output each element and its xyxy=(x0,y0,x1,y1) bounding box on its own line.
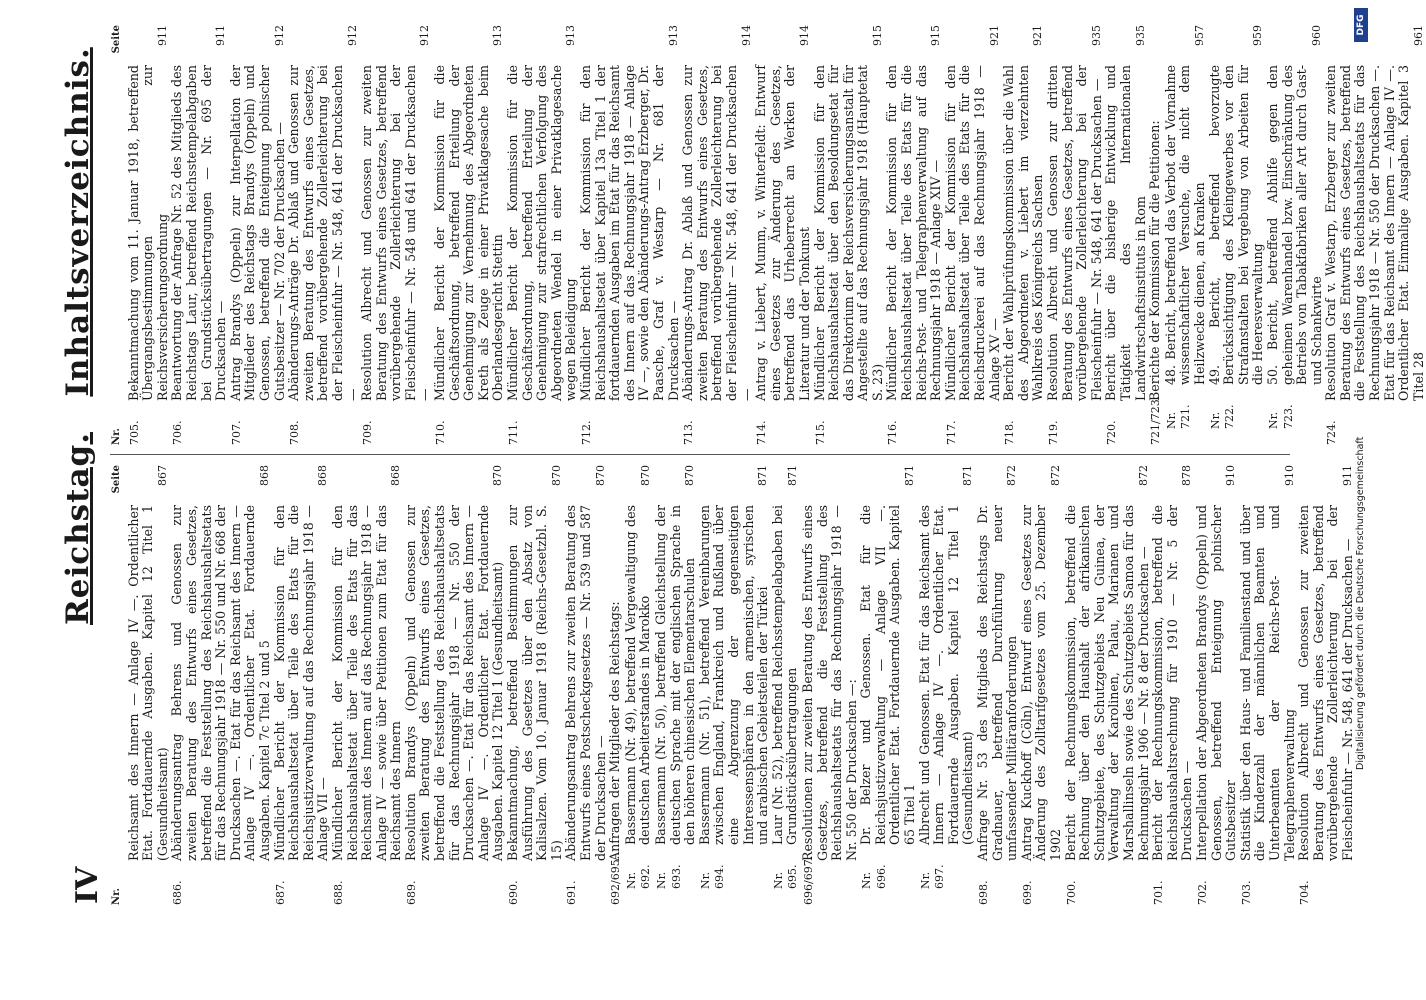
page-number: IV xyxy=(70,866,105,904)
entry-number: Nr. 692. xyxy=(624,864,653,889)
left-column xyxy=(110,465,1355,905)
index-entry xyxy=(1148,25,1164,445)
entry-text: 50. Bericht, betreffend Abhilfe gegen den geheimen Warenhandel bzw. Einschränkung des Betriebs von Tabakfabriken aller Art durch Gast- und Schankwirte xyxy=(1264,65,1324,385)
entry-text: Mündlicher Bericht der Kommission für den Reichshaushaltsetat über Teile des Etats für das Reichsamt des Innern auf das Rechnungsjahr 1918 — Anlage IV — sowie über Petitionen zum Etat für das Reichsamt des Innern xyxy=(329,505,404,861)
entry-text: Antrag Brandys (Oppeln) zur Interpellation der Mitglieder des Reichstags Brandys (Oppeln) und Genossen, betreffend die Enteignung polnischer Gutsbesitzer — Nr. 702 der Drucksachen — xyxy=(227,65,287,401)
entry-text: Resolution Brandys (Oppeln) und Genossen zur zweiten Beratung des Entwurfs eines Gesetzes, betreffend die Feststellung des Reichshaushaltsetats für das Rechnungsjahr 1918 — Nr. 550 der Drucksachen —. Etat für das Reichsamt des Innern — Anlage IV —. Ordentlicher Etat. Fortdauernde Ausgaben. Kapitel 12 Titel 1 (Gesundheitsamt) xyxy=(402,505,506,861)
right-entry-list xyxy=(127,25,1426,445)
index-entry xyxy=(506,465,564,905)
index-entry xyxy=(127,465,171,905)
entry-number: 688. xyxy=(331,880,345,905)
entry-page: 913 xyxy=(564,25,578,46)
entry-text: Resolution Albrecht und Genossen zur dritten Beratung des Entwurfs eines Gesetzes, betreffend vorübergehende Zollerleichterung bei der Fleischeinfuhr — Nr. 548, 641 der Drucksachen — xyxy=(1045,65,1104,401)
index-entry xyxy=(1324,25,1426,445)
entry-text: Bekanntmachung, betreffend Bestimmungen zur Ausführung des Gesetzes über den Absatz von Kalisalzen. Vom 10. Januar 1918 (Reichs-Gesetzbl. S. 15) xyxy=(505,505,564,861)
index-entry xyxy=(433,25,506,445)
entry-text: Statistik über den Haus- und Familienstand und über die Kinderzahl der männlichen Beamten und Unterbeamten der Reichs-Post- und Telegraphenverwaltung xyxy=(1237,505,1297,861)
entry-number: 716. xyxy=(886,420,900,445)
entry-number: 701. xyxy=(1152,880,1166,905)
entry-text: Antrag v. Liebert, Mumm, v. Winterfeldt: Entwurf eines Gesetzes zur Änderung des Gesetzes, betreffend das Urheberrecht an Werken der Literatur und der Tonkunst xyxy=(753,65,812,401)
entry-page: 912 xyxy=(272,25,286,46)
entry-page: 871 xyxy=(903,465,917,486)
entry-number: Nr. 695. xyxy=(771,864,800,889)
page-header xyxy=(60,47,96,625)
entry-page: 912 xyxy=(418,25,432,46)
entry-number: 687. xyxy=(273,880,287,905)
entry-text: Bekanntmachung vom 11. Januar 1918, betreffend Übergangsbestimmungen zur Reichsversicherungsordnung xyxy=(125,65,170,401)
entry-number xyxy=(127,861,128,905)
entry-number: 711. xyxy=(507,420,521,445)
entry-number: 698. xyxy=(977,880,991,905)
entry-page: 913 xyxy=(491,25,505,46)
entry-page: 870 xyxy=(593,465,607,486)
entry-number: 686. xyxy=(171,880,185,905)
entry-page: 914 xyxy=(739,25,753,46)
entry-number: 720. xyxy=(1105,420,1119,445)
entry-page: 871 xyxy=(756,465,770,486)
entry-text: Abänderungsantrag Behrens zur zweiten Beratung des Entwurfs eines Postscheckgesetzes — Nr. 539 und 587 der Drucksachen — xyxy=(563,505,608,861)
index-entry xyxy=(1297,465,1355,905)
entry-page: 960 xyxy=(1309,25,1323,46)
entry-page: 867 xyxy=(155,465,169,486)
entry-text: Mündlicher Bericht der Kommission für den Reichshaushaltsetat über Teile des Etats für die Reichs-Post- und Telegraphenverwaltung auf das Rechnungsjahr 1918 — Anlage XIV — xyxy=(884,65,944,401)
entry-text: Laur (Nr. 52), betreffend Reichsstempelabgaben bei Grundstücksübertragungen xyxy=(769,505,800,845)
entry-page: 870 xyxy=(639,465,653,486)
entry-page: 957 xyxy=(1192,25,1206,46)
index-entry xyxy=(127,25,171,445)
entry-page: 868 xyxy=(389,465,403,486)
entry-text: Mündlicher Bericht der Kommission für den Reichshaushaltsetat über Teile des Etats für die Reichsdruckerei auf das Rechnungsjahr 1918 — Anlage XV — xyxy=(942,65,1002,401)
entry-number: Nr. 697. xyxy=(918,864,947,889)
entry-text: Bericht der Rechnungskommission, betreffend die Rechnung über den Haushalt der afrikanischen Schutzgebiete, des Schutzgebiets Neu Guinea, der Verwaltung der Karolinen, Palau, Marianen und Marshallinseln sowie des Schutzgebiets Samoa für das Rechnungsjahr 1906 — Nr. 8 der Drucksachen — xyxy=(1062,505,1151,861)
index-entry xyxy=(681,25,754,445)
index-entry xyxy=(331,465,404,905)
index-entry xyxy=(1064,465,1152,905)
entry-number: 717. xyxy=(944,420,958,445)
entry-text: Mündlicher Bericht der Kommission für den Reichshaushaltsetat über Teile des Etats für die Reichsjustizverwaltung auf das Rechnungsjahr 1918 — Anlage VII — xyxy=(271,505,331,861)
entry-page: 961 xyxy=(1411,25,1425,46)
index-entry xyxy=(287,25,360,445)
entry-text: Bassermann (Nr. 49), betreffend Vergewaltigung des deutschen Arbeiterstandes in Marokko xyxy=(622,505,653,845)
index-entry xyxy=(1151,465,1195,905)
entry-text: Dr. Belzer und Genossen. Etat für die Reichsjustizverwaltung — Anlage VII —. Ordentlicher Etat. Fortdauernde Ausgaben. Kapitel 65 Titel 1 xyxy=(858,505,918,845)
index-entry xyxy=(273,465,331,905)
entry-text: Bericht über die bisherige Entwicklung und Tätigkeit des Internationalen Landwirtschaftsinstituts in Rom xyxy=(1103,65,1148,401)
entry-number: 692/695. xyxy=(609,855,623,905)
entry-text: Reichsamt des Innern — Anlage IV —. Ordentlicher Etat. Fortdauernde Ausgaben. Kapitel 12 Titel 1 (Gesundheitsamt) xyxy=(125,505,170,861)
entry-text: Anfragen der Mitglieder des Reichstags: xyxy=(607,601,623,861)
index-entry xyxy=(170,25,228,445)
index-entry xyxy=(1208,25,1266,445)
entry-text: Bassermann (Nr. 50), betreffend Gleichstellung der deutschen Sprache mit der englischen Sprache in den höheren chinesischen Elementarschulen xyxy=(652,505,698,845)
entry-page: 872 xyxy=(1136,465,1150,486)
index-entry xyxy=(229,25,287,445)
entry-number: 703. xyxy=(1239,880,1253,905)
index-entry xyxy=(1195,465,1239,905)
index-entry xyxy=(624,465,654,905)
left-column-header xyxy=(110,465,125,905)
entry-page: 935 xyxy=(1089,25,1103,46)
entry-page: 870 xyxy=(683,465,697,486)
entry-page: 913 xyxy=(666,25,680,46)
entry-text: Bericht der Rechnungskommission, betreffend die Reichshaushaltsrechnung für 1910 — Nr. 5 der Drucksachen — xyxy=(1150,505,1195,861)
entry-page: 911 xyxy=(214,25,228,46)
index-entry xyxy=(771,465,801,905)
entry-number: 702. xyxy=(1195,880,1209,905)
entry-page: 871 xyxy=(961,465,975,486)
entry-number: 706. xyxy=(171,420,185,445)
index-entry xyxy=(654,465,698,905)
entry-text: Antrag Kuckhoff (Cöln), Entwurf eines Gesetzes zur Änderung des Zolltarifgesetzes vom 25. Dezember 1902 xyxy=(1018,505,1063,861)
entry-text: Mündlicher Bericht der Kommission für die Geschäftsordnung, betreffend Erteilung der Genehmigung zur Vernehmung des Abgeordneten Kreth als Zeuge in einer Privatklagesache beim Oberlandesgericht Stettin xyxy=(432,65,506,401)
entry-page: 911 xyxy=(1340,465,1354,486)
entry-number: Nr. 723. xyxy=(1266,404,1295,429)
entry-text: Beantwortung der Anfrage Nr. 52 des Mitglieds des Reichstags Laur, betreffend Reichsstempelabgaben bei Grundstücksübertragungen — Nr. 695 der Drucksachen — xyxy=(169,65,229,401)
index-entry xyxy=(976,465,1020,905)
entry-text: Bassermann (Nr. 51), betreffend Vereinbarungen zwischen England, Frankreich und Rußland über eine Abgrenzung der gegenseitigen Interessensphären in den armenischen, syrischen und arabischen Gebietsteilen der Türkei xyxy=(696,505,771,845)
entry-number: 724. xyxy=(1325,420,1339,445)
index-entry xyxy=(1266,25,1324,445)
entry-number: 691. xyxy=(565,880,579,905)
entry-number: 707. xyxy=(229,420,243,445)
index-entry xyxy=(579,25,681,445)
entry-number: 718. xyxy=(1003,420,1017,445)
digitization-note: Digitalisierung gefördert durch die Deutsche Forschungsgemeinschaft xyxy=(1355,436,1366,770)
index-entry xyxy=(1164,25,1208,445)
entry-text: Resolutionen zur zweiten Beratung des Entwurfs eines Gesetzes, betreffend die Feststellung des Reichshaushaltsetats für das Rechnungsjahr 1918 — Nr. 550 der Drucksachen —: xyxy=(799,505,859,861)
entry-page: 870 xyxy=(549,465,563,486)
index-entry xyxy=(698,465,771,905)
nr-label: Nr. xyxy=(111,428,122,445)
index-entry xyxy=(918,465,976,905)
entry-number: 704. xyxy=(1298,880,1312,905)
entry-text: Berichte der Kommission für die Petitionen: xyxy=(1147,120,1163,401)
entry-text: Resolution Albrecht und Genossen zur zweiten Beratung des Entwurfs eines Gesetzes, betreffend vorübergehende Zollerleichterung bei der Fleischeinfuhr — Nr. 548, 641 der Drucksachen — xyxy=(1296,505,1355,861)
dfg-logo: DFG xyxy=(1354,8,1368,42)
entry-page: 914 xyxy=(797,25,811,46)
entry-text: 48. Bericht, betreffend das Verbot der Vornahme wissenschaftlicher Versuche, die nicht dem Heilzwecke dienen, an Kranken xyxy=(1162,65,1207,385)
index-entry xyxy=(1020,465,1064,905)
entry-page: 911 xyxy=(155,25,169,46)
index-entry xyxy=(170,465,272,905)
entry-page: 935 xyxy=(1133,25,1147,46)
entry-text: Resolution Graf v. Westarp, Erzberger zur zweiten Beratung des Entwurfs eines Gesetzes, betreffend die Feststellung des Reichshaushaltsetats für das Rechnungsjahr 1918 — Nr. 550 der Drucksachen —. Etat für das Reichsamt des Innern — Anlage IV —. Ordentlicher Etat. Einmalige Ausgaben. Kapitel 3 Titel 28 xyxy=(1323,65,1426,401)
entry-number: 710. xyxy=(434,420,448,445)
entry-number: Nr. 721. xyxy=(1164,404,1193,429)
entry-number: 696/697. xyxy=(801,855,815,905)
entry-text: 49. Bericht, betreffend bevorzugte Berücksichtigung des Kleingewerbes vor den Strafanstalten bei Vergebung von Arbeiten für die Heeresverwaltung xyxy=(1206,65,1266,385)
index-entry xyxy=(754,25,812,445)
entry-page: 910 xyxy=(1282,465,1296,486)
entry-text: Abänderungsantrag Behrens und Genossen zur zweiten Beratung des Entwurfs eines Gesetzes, betreffend die Feststellung des Reichshaushaltsetats für das Rechnungsjahr 1918 — Nr. 550 und Nr. 668 der Drucksachen —. Etat für das Reichsamt des Innern — Anlage IV —. Ordentlicher Etat. Fortdauernde Ausgaben. Kapitel 7c Titel 2 und 5 xyxy=(169,505,272,861)
entry-number: 709. xyxy=(361,420,375,445)
entry-text: Bericht der Wahlprüfungskommission über die Wahl des Abgeordneten v. Liebert im vierzehnten Wahlkreis des Königreichs Sachsen xyxy=(1001,65,1046,401)
index-entry xyxy=(1046,25,1104,445)
entry-page: 921 xyxy=(987,25,1001,46)
entry-page: 872 xyxy=(1049,465,1062,486)
entry-page: 921 xyxy=(1031,25,1045,46)
entry-text: Abänderungs-Antrag Dr. Ablaß und Genossen zur zweiten Beratung des Entwurfs eines Gesetzes, betreffend vorübergehende Zollerleichterung bei der Fleischeinfuhr — Nr. 548, 641 der Drucksachen — xyxy=(680,65,754,401)
entry-page: 872 xyxy=(1005,465,1019,486)
entry-number: 714. xyxy=(755,420,769,445)
index-entry xyxy=(506,25,579,445)
entry-page: 870 xyxy=(491,465,505,486)
index-entry xyxy=(360,25,433,445)
index-entry xyxy=(564,465,608,905)
entry-text: Mündlicher Bericht der Kommission für die Geschäftsordnung, betreffend Erteilung der Genehmigung zur strafrechtlichen Verfolgung des Abgeordneten Wendel in einer Privatklagesache wegen Beleidigung xyxy=(505,65,579,401)
entry-number: 715. xyxy=(813,420,827,445)
index-entry xyxy=(404,465,506,905)
entry-text: Mündlicher Bericht der Kommission für den Reichshaushaltsetat über Kapitel 13a Titel 1 der fortdauernden Ausgaben im Etat für das Reichsamt des Innern auf das Rechnungsjahr 1918 — Anlage IV —, sowie den Abänderungs-Antrag Erzberger, Dr. Paasche, Graf v. Westarp — Nr. 681 der Drucksachen — xyxy=(578,65,681,401)
column-divider xyxy=(110,454,1290,455)
index-entry xyxy=(859,465,917,905)
entry-number: 719. xyxy=(1047,420,1060,445)
entry-number: Nr. 694. xyxy=(698,864,727,889)
entry-number: 705. xyxy=(127,420,141,445)
entry-text: Mündlicher Bericht der Kommission für den Reichshaushaltsetat über den Besoldungsetat für das Direktorium der Reichsversicherungsanstalt für Angestellte auf das Rechnungsjahr 1918 (Hauptetat S. 23) xyxy=(811,65,885,401)
index-entry xyxy=(885,25,943,445)
index-entry xyxy=(813,25,886,445)
entry-number: 699. xyxy=(1020,880,1034,905)
left-entry-list xyxy=(127,465,1356,905)
index-entry xyxy=(801,465,859,905)
entry-page: 915 xyxy=(870,25,884,46)
entry-number: 712. xyxy=(580,420,593,445)
entry-text: Interpellation der Abgeordneten Brandys (Oppeln) und Genossen, betreffend Enteignung polnischer Gutsbesitzer xyxy=(1193,505,1239,861)
entry-number: 708. xyxy=(288,420,302,445)
entry-number: Nr. 722. xyxy=(1208,404,1237,429)
header-title: Reichstag. xyxy=(60,431,96,625)
entry-page: 959 xyxy=(1251,25,1265,46)
index-entry xyxy=(1239,465,1297,905)
header-subtitle: Inhaltsverzeichnis. xyxy=(60,47,96,397)
entry-number: 721/723. xyxy=(1149,395,1163,445)
entry-page: 868 xyxy=(316,465,330,486)
index-entry xyxy=(1002,25,1046,445)
seite-label: Seite xyxy=(111,25,122,54)
entry-text: Resolution Albrecht und Genossen zur zweiten Beratung des Entwurfs eines Gesetzes, betreffend vorübergehende Zollerleichterung bei der Fleischeinfuhr — Nr. 548 und 641 der Drucksachen — xyxy=(359,65,433,401)
index-entry xyxy=(608,465,624,905)
entry-page: 878 xyxy=(1180,465,1194,486)
seite-label: Seite xyxy=(111,465,122,494)
entry-page: 910 xyxy=(1224,465,1238,486)
index-entry xyxy=(1104,25,1148,445)
entry-text: Abänderungs-Anträge Dr. Ablaß und Genossen zur zweiten Beratung des Entwurfs eines Gesetzes, betreffend vorübergehende Zollerleichterung bei der Fleischeinfuhr — Nr. 548, 641 der Drucksachen — xyxy=(286,65,360,401)
index-entry xyxy=(944,25,1002,445)
nr-label: Nr. xyxy=(111,888,122,905)
entry-number: 713. xyxy=(682,420,696,445)
entry-number: 690. xyxy=(507,880,521,905)
entry-page: 871 xyxy=(786,465,800,486)
entry-number: 689. xyxy=(404,880,418,905)
entry-text: Albrecht und Genossen. Etat für das Reichsamt des Innern — Anlage IV —. Ordentlicher Etat. Fortdauernde Ausgaben. Kapitel 12 Titel 1 (Gesundheitsamt) xyxy=(916,505,976,845)
entry-number: Nr. 693. xyxy=(654,864,683,889)
entry-number: 700. xyxy=(1064,880,1078,905)
entry-number: Nr. 696. xyxy=(860,864,888,889)
entry-text: Anfrage Nr. 53 des Mitglieds des Reichstags Dr. Gradnauer, betreffend Durchführung neuer umfassender Militäranforderungen xyxy=(975,505,1020,861)
right-column-header xyxy=(110,25,125,445)
entry-page: 868 xyxy=(257,465,271,486)
entry-page: 912 xyxy=(345,25,359,46)
entry-page: 915 xyxy=(929,25,943,46)
